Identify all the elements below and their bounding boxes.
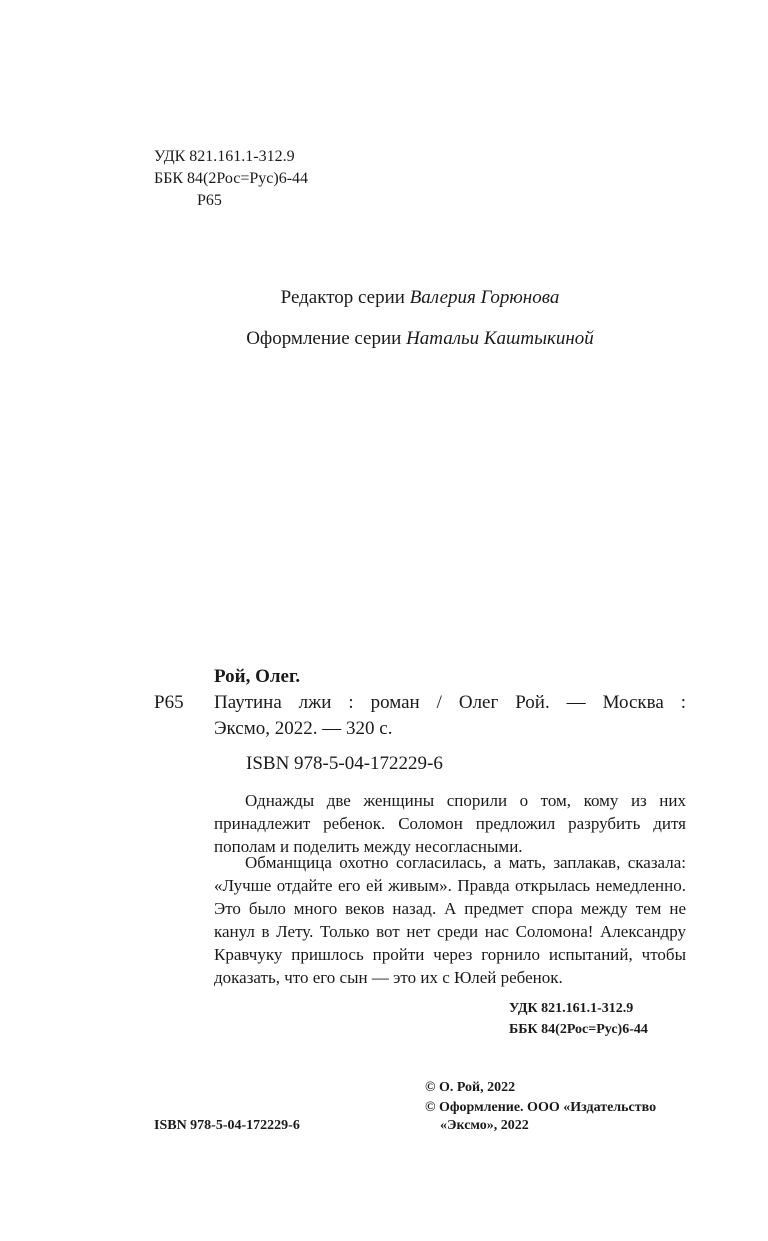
editor-name: Валерия Горюнова (409, 287, 560, 308)
annotation-paragraph-1: Однажды две женщины спорили о том, кому из них принадлежит ребенок. Соломон предложил разрубить дитя пополам и поделить между несогласными. (214, 791, 686, 856)
copyright-author: © О. Рой, 2022 (425, 1080, 516, 1095)
annotation-paragraph-2: Обманщица охотно согласилась, а мать, заплакав, сказала: «Лучше отдайте его ей живым». Правда открылась немедленно. Это было много веков назад. А предмет спора между тем не канул в Лету. Только вот нет среди нас Соломона! Александру Кравчуку пришлось пройти через горнило испытаний, чтобы доказать, что его сын — это их с Юлей ребенок. (214, 853, 686, 987)
isbn-catalog: ISBN 978-5-04-172229-6 (246, 753, 443, 774)
copyright-publisher: «Эксмо», 2022 (440, 1118, 529, 1133)
catalog-mark: Р65 (154, 692, 184, 713)
design-name: Натальи Каштыкиной (406, 328, 594, 349)
author-heading: Рой, Олег. (214, 666, 301, 687)
udk-bottom: УДК 821.161.1-312.9 (509, 1001, 634, 1016)
design-label: Оформление серии (246, 328, 402, 349)
copyright-design: © Оформление. ООО «Издательство (425, 1100, 657, 1115)
series-editor-line (0, 285, 768, 311)
isbn-footer: ISBN 978-5-04-172229-6 (154, 1118, 300, 1133)
bib-line-1: Паутина лжи : роман / Олег Рой. — Москва : (214, 692, 686, 713)
bib-line-2: Эксмо, 2022. — 320 с. (214, 718, 393, 739)
udk-top: УДК 821.161.1-312.9 (154, 148, 295, 165)
author-mark-top: Р65 (197, 192, 222, 209)
series-design-line (0, 326, 768, 352)
editor-label: Редактор серии (280, 287, 405, 308)
bbk-top: ББК 84(2Рос=Рус)6-44 (154, 170, 309, 187)
bbk-bottom: ББК 84(2Рос=Рус)6-44 (509, 1022, 648, 1037)
